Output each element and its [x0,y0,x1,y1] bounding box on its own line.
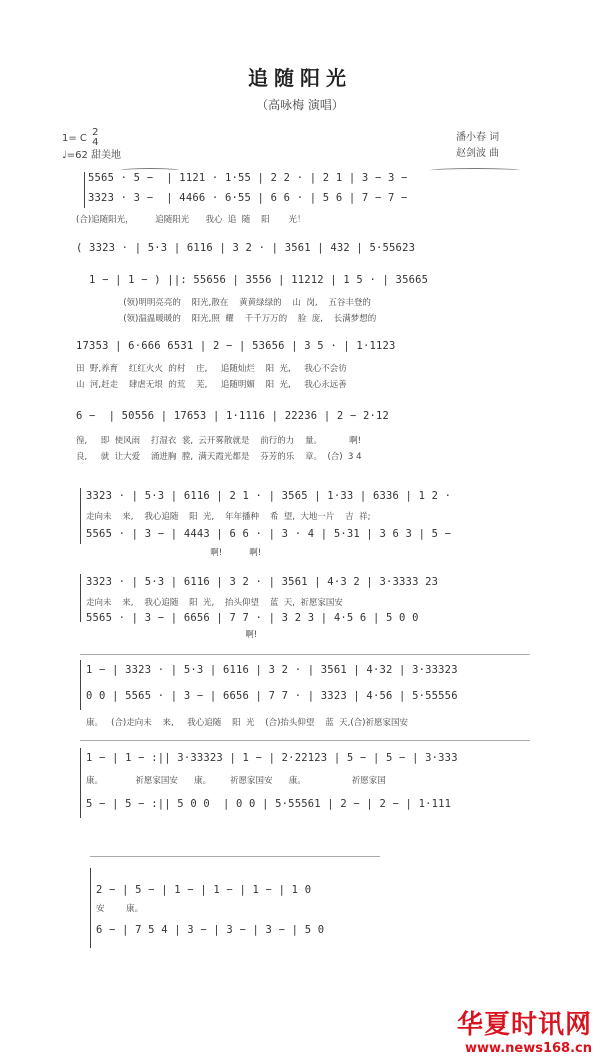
lower-voice: 3323 · 3 − | 4466 · 6·55 | 6 6 · | 5 6 | 7 − 7 − [88,192,408,204]
lower-voice: 5565 · | 3 − | 4443 | 6 6 · | 3 · 4 | 5·31 | 3 6 3 | 5 − [86,528,452,540]
system-bracket [80,488,81,544]
lyric-line: 走向未 来, 我心追随 阳 光, 年年播种 希 望, 大地一片 吉 祥; [86,512,371,522]
staff-line [80,654,530,655]
score-subtitle: （高咏梅 演唱） [256,98,344,112]
lyric-line: 安 康。 [96,904,144,914]
slur [430,168,520,173]
tempo-marking: ♩=62 甜美地 [62,150,121,161]
lyric-line: 啊! 啊! [86,548,262,558]
upper-voice: 1 − | 1 − :|| 3·33323 | 1 − | 2·22123 | 5 − | 5 − | 3·333 [86,752,458,764]
lyric-line: 山 河,赶走 肆虐无垠 的荒 芜, 追随明媚 阳 光, 我心永远善 [76,380,347,390]
watermark-url: www.news168.cn [465,1041,592,1056]
lyric-line: 康。 祈愿家国安 康。 祈愿家国安 康。 祈愿家国 [86,776,386,786]
lyricist-credit: 潘小春 词 [456,132,500,143]
lower-voice: 5 − | 5 − :|| 5 0 0 | 0 0 | 5·55561 | 2 − | 2 − | 1·111 [86,798,452,810]
slur [120,168,180,173]
system-bracket [90,868,91,948]
upper-voice: 3323 · | 5·3 | 6116 | 3 2 · | 3561 | 4·3 2 | 3·3333 23 [86,576,439,588]
upper-voice: 6 − | 50556 | 17653 | 1·1116 | 22236 | 2 − 2·12 [76,410,390,422]
staff-line [90,856,380,857]
lyric-line: 走向未 来, 我心追随 阳 光, 抬头仰望 蓝 天, 祈愿家国安 [86,598,343,608]
lower-voice: 0 0 | 5565 · | 3 − | 6656 | 7 7 · | 3323 | 4·56 | 5·55556 [86,690,458,702]
lyric-line: (领)明明亮亮的 阳光,散在 黄黄绿绿的 山 岗, 五谷丰登的 [80,298,371,308]
upper-voice: 1 − | 3323 · | 5·3 | 6116 | 3 2 · | 3561 | 4·32 | 3·33323 [86,664,458,676]
lyric-line: (领)温温暖暖的 阳光,照 耀 千千万万的 脸 庞, 长满梦想的 [80,314,377,324]
time-bottom: 4 [92,137,99,148]
lyric-line: 良, 就 让大爱 涌进胸 膛, 满天霞光都是 芬芳的乐 章。 (合) 3 4 [76,452,362,462]
lower-voice: 5565 · | 3 − | 6656 | 7 7 · | 3 2 3 | 4·5 6 | 5 0 0 [86,612,419,624]
system-bracket [80,660,81,710]
time-top: 2 [92,127,99,138]
key-label: 1= C [62,133,87,144]
site-watermark [457,1004,592,1056]
upper-voice: ( 3323 · | 5·3 | 6116 | 3 2 · | 3561 | 432 | 5·55623 [76,242,416,254]
system-bracket [84,172,85,208]
lyric-line: 康。 (合)走向未 来, 我心追随 阳 光 (合)抬头仰望 蓝 天,(合)祈愿家国安 [86,718,408,728]
lyric-line: 啊! [86,630,258,640]
key-signature [62,128,98,148]
upper-voice: 17353 | 6·666 6531 | 2 − | 53656 | 3 5 · | 1·1123 [76,340,396,352]
upper-voice: 5565 · 5 − | 1121 · 1·55 | 2 2 · | 2 1 | 3 − 3 − [88,172,408,184]
lower-voice: 6 − | 7 5 4 | 3 − | 3 − | 3 − | 5 0 [96,924,325,936]
staff-line [80,740,530,741]
time-signature [92,128,98,148]
system-bracket [80,748,81,818]
upper-voice: 3323 · | 5·3 | 6116 | 2 1 · | 3565 | 1·33 | 6336 | 1 2 · [86,490,452,502]
upper-voice: 2 − | 5 − | 1 − | 1 − | 1 − | 1 0 [96,884,312,896]
lower-voice: 1 − | 1 − ) ||: 55656 | 3556 | 11212 | 1 5 · | 35665 [76,274,429,286]
system-bracket [80,574,81,622]
lyric-line: (合)追随阳光， 追随阳光 我心 追 随 阳 光！ [76,215,306,225]
lyric-line: 徨, 即 使风雨 打湿衣 裳, 云开雾散就是 前行的力 量。 啊! [76,436,361,446]
score-title: 追随阳光 [248,66,352,90]
watermark-title: 华夏时讯网 [456,1010,592,1040]
composer-credit: 赵剑波 曲 [456,148,500,159]
lyric-line: 田 野,养育 红红火火 的村 庄, 追随灿烂 阳 光, 我心不会彷 [76,364,347,374]
